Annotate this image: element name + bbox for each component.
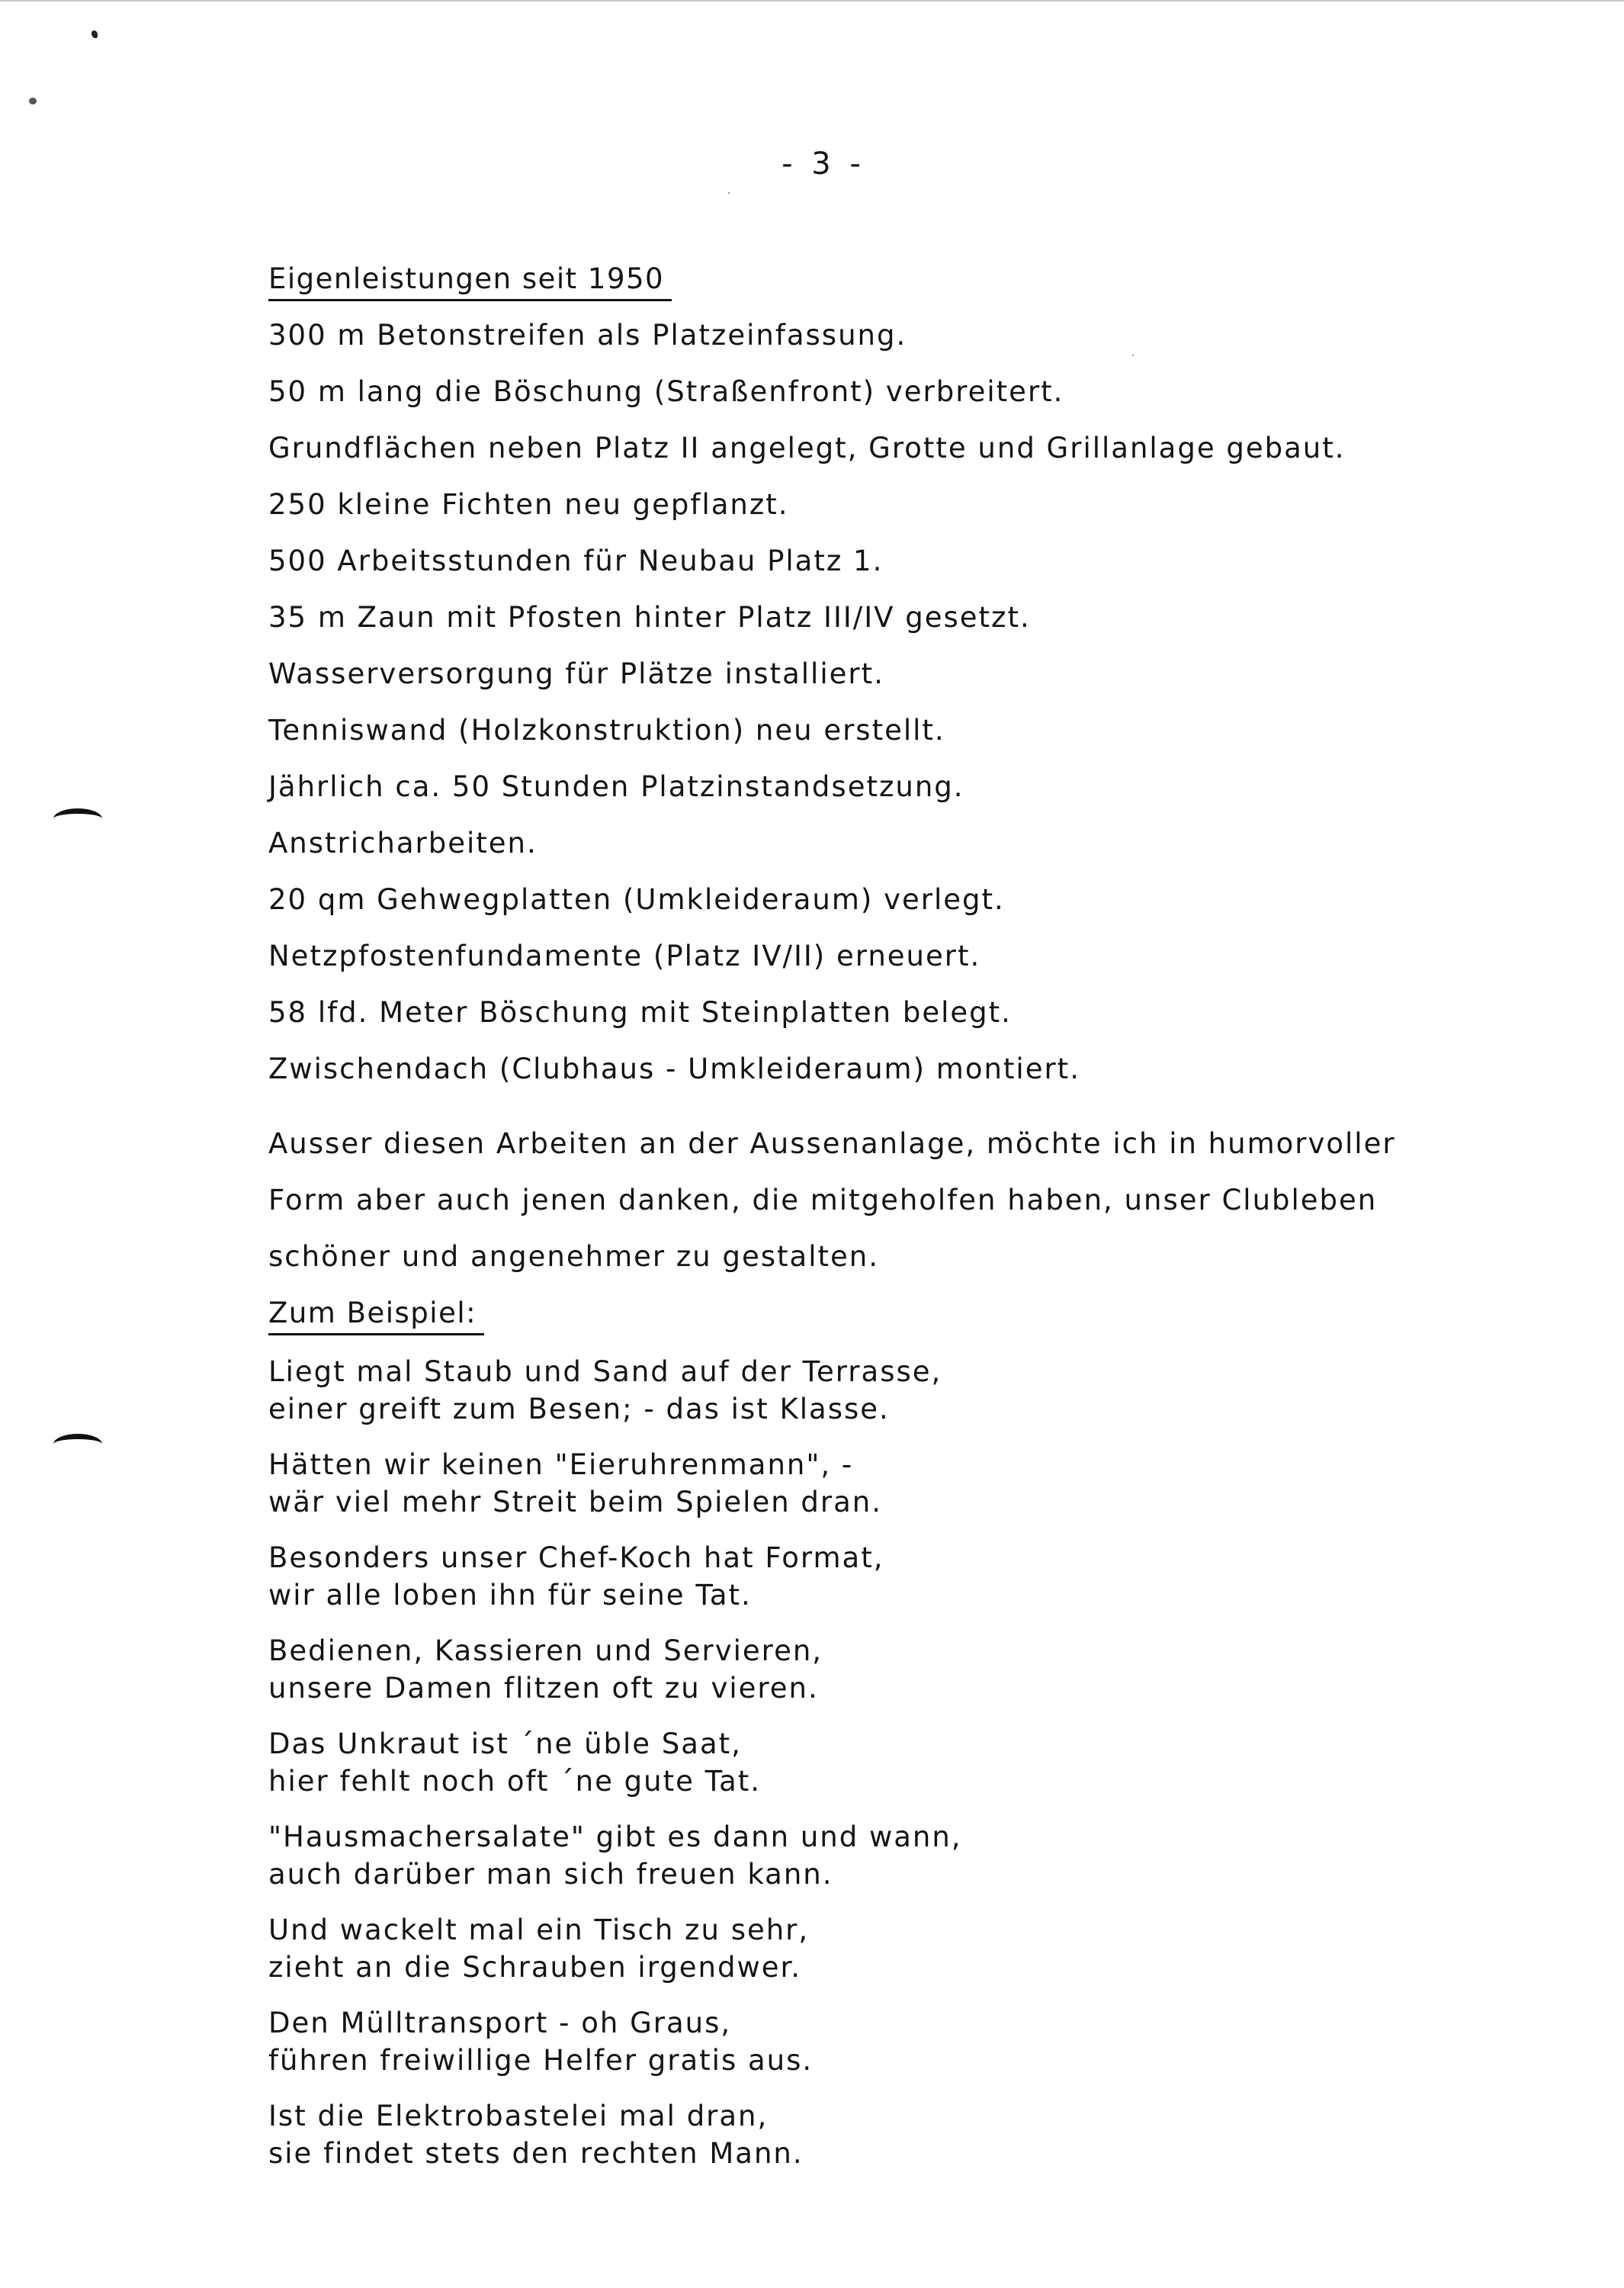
section-heading <box>268 262 664 295</box>
verse-line: Liegt mal Staub und Sand auf der Terrasse, <box>268 1355 942 1388</box>
verse-line: auch darüber man sich freuen kann. <box>268 1858 833 1891</box>
verse-stanza <box>268 1911 809 1986</box>
scan-speck <box>1132 355 1134 356</box>
verse-line: "Hausmachersalate" gibt es dann und wann, <box>268 1820 962 1853</box>
verse-line: Besonders unser Chef-Koch hat Format, <box>268 1541 884 1574</box>
verse-stanza <box>268 1725 761 1800</box>
paragraph-line: schöner und angenehmer zu gestalten. <box>268 1240 879 1273</box>
verse-stanza <box>268 2097 804 2172</box>
list-item: 35 m Zaun mit Pfosten hinter Platz III/IV gesetzt. <box>268 601 1031 634</box>
verse-line: führen freiwillige Helfer gratis aus. <box>268 2044 814 2077</box>
example-heading <box>268 1297 477 1329</box>
verse-line: Hätten wir keinen "Eieruhrenmann", - <box>268 1448 854 1481</box>
list-item: Wasserversorgung für Plätze installiert. <box>268 657 884 690</box>
scan-speck-mark <box>29 98 37 104</box>
verse-line: Bedienen, Kassieren und Servieren, <box>268 1634 823 1667</box>
verse-stanza <box>268 1539 884 1614</box>
paragraph-line: Ausser diesen Arbeiten an der Aussenanlage, möchte ich in humorvoller <box>268 1127 1396 1160</box>
list-item: 58 lfd. Meter Böschung mit Steinplatten belegt. <box>268 996 1012 1029</box>
verse-line: sie findet stets den rechten Mann. <box>268 2137 804 2170</box>
page-number: - 3 - <box>782 146 865 182</box>
scan-speck-mark <box>91 31 98 38</box>
verse-line: Und wackelt mal ein Tisch zu sehr, <box>268 1914 810 1946</box>
list-item: Jährlich ca. 50 Stunden Platzinstandsetzung. <box>268 770 964 803</box>
list-item: Grundflächen neben Platz II angelegt, Grotte und Grillanlage gebaut. <box>268 432 1346 464</box>
scan-speck <box>728 192 730 194</box>
verse-stanza <box>268 2004 813 2079</box>
list-item: 300 m Betonstreifen als Platzeinfassung. <box>268 319 907 352</box>
punch-hole-mark <box>53 808 102 829</box>
list-item: Zwischendach (Clubhaus - Umkleideraum) montiert. <box>268 1052 1080 1085</box>
verse-line: zieht an die Schrauben irgendwer. <box>268 1951 802 1984</box>
verse-line: unsere Damen flitzen oft zu vieren. <box>268 1672 819 1705</box>
verse-line: wär viel mehr Streit beim Spielen dran. <box>268 1486 883 1518</box>
heading-underline <box>268 299 672 301</box>
verse-stanza <box>268 1446 882 1521</box>
list-item: Tenniswand (Holzkonstruktion) neu erstellt. <box>268 714 945 747</box>
verse-stanza <box>268 1632 823 1707</box>
list-item: Netzpfostenfundamente (Platz IV/II) erneuert. <box>268 940 981 972</box>
verse-line: einer greift zum Besen; - das ist Klasse. <box>268 1393 890 1425</box>
punch-hole-mark <box>53 1434 102 1454</box>
list-item: 20 qm Gehwegplatten (Umkleideraum) verlegt. <box>268 883 1005 916</box>
list-item: 500 Arbeitsstunden für Neubau Platz 1. <box>268 545 884 577</box>
list-item: 250 kleine Fichten neu gepflanzt. <box>268 488 789 521</box>
verse-line: wir alle loben ihn für seine Tat. <box>268 1579 752 1612</box>
heading-underline <box>268 1333 484 1335</box>
section-heading-text: Eigenleistungen seit 1950 <box>268 262 665 295</box>
verse-line: Ist die Elektrobastelei mal dran, <box>268 2100 769 2132</box>
verse-line: hier fehlt noch oft ´ne gute Tat. <box>268 1765 762 1798</box>
page-edge-line <box>0 0 1624 2</box>
verse-line: Den Mülltransport - oh Graus, <box>268 2007 732 2039</box>
example-heading-text: Zum Beispiel: <box>268 1297 477 1329</box>
list-item: 50 m lang die Böschung (Straßenfront) verbreitert. <box>268 375 1064 408</box>
verse-stanza <box>268 1818 962 1893</box>
verse-line: Das Unkraut ist ´ne üble Saat, <box>268 1727 742 1760</box>
verse-stanza <box>268 1353 942 1428</box>
list-item: Anstricharbeiten. <box>268 827 538 860</box>
paragraph-line: Form aber auch jenen danken, die mitgeholfen haben, unser Clubleben <box>268 1184 1378 1216</box>
